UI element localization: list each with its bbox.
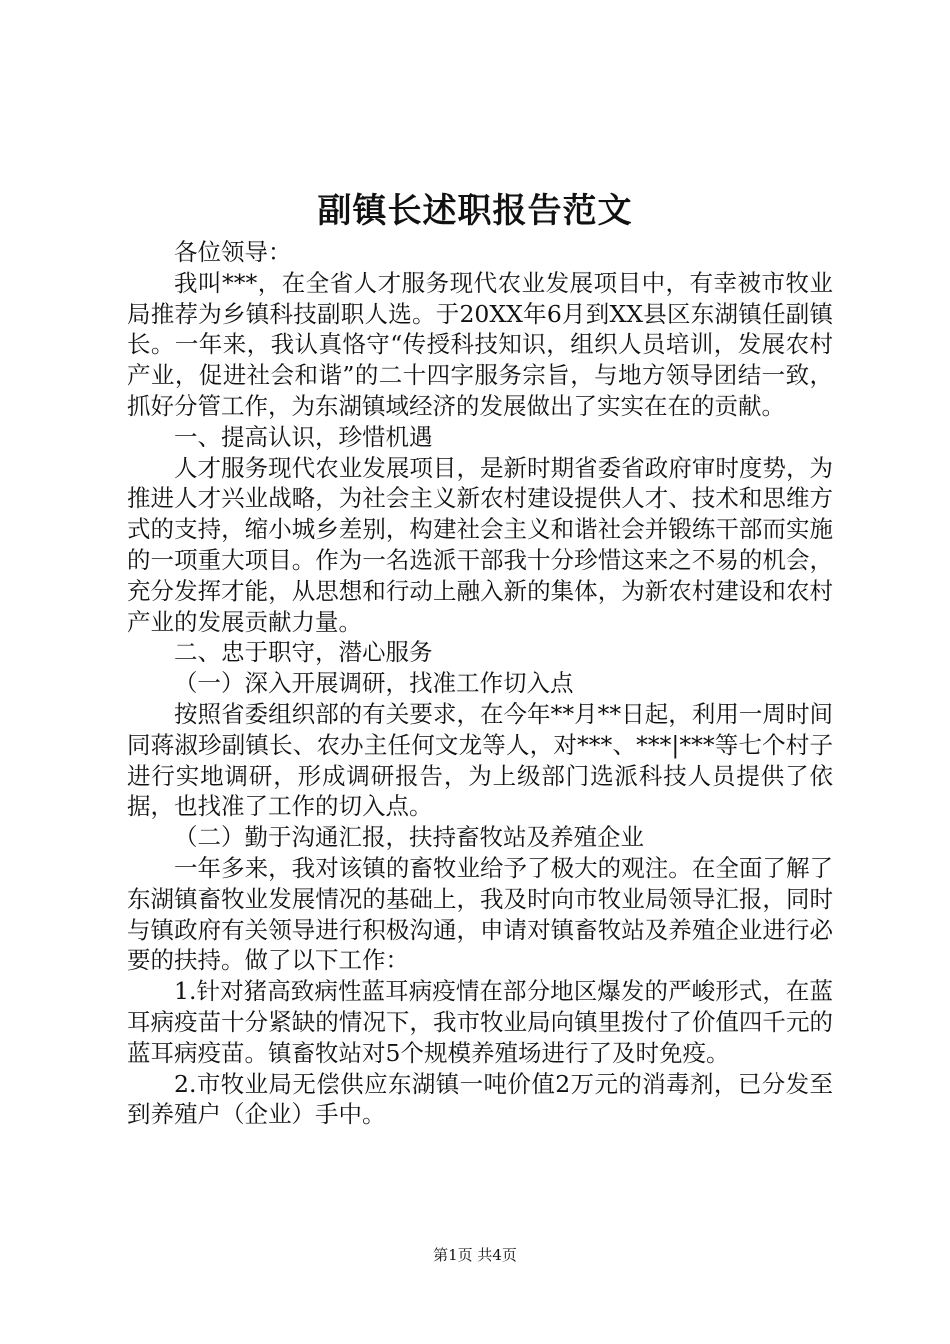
- subsection-heading-2: （二）勤于沟通汇报，扶持畜牧站及养殖企业: [174, 823, 644, 852]
- work-item-1: 1.针对猪高致病性蓝耳病疫情在部分地区爆发的严峻形式，在蓝耳病疫苗十分紧缺的情况下，我市牧业局向镇里拨付了价值四千元的蓝耳病疫苗。镇畜牧站对5个规模养殖场进行了及时免疫。: [127, 977, 833, 1067]
- subsection-1-paragraph: 按照省委组织部的有关要求，在今年**月**日起，利用一周时间同蒋淑珍副镇长、农办主任何文龙等人，对***、***|***等七个村子进行实地调研，形成调研报告，为上级部门选派科技人员提供了依据，也找准了工作的切入点。: [127, 699, 833, 821]
- section-heading-1: 一、提高认识，珍惜机遇: [174, 422, 433, 451]
- document-body: [127, 237, 833, 1130]
- document-title: 副镇长述职报告范文: [317, 191, 633, 231]
- subsection-heading-1: （一）深入开展调研，找准工作切入点: [174, 669, 574, 698]
- salutation: 各位领导：: [174, 238, 292, 266]
- subsection-2-paragraph: 一年多来，我对该镇的畜牧业给予了极大的观注。在全面了解了东湖镇畜牧业发展情况的基础上，我及时向市牧业局领导汇报，同时与镇政府有关领导进行积极沟通，申请对镇畜牧站及养殖企业进行必要的扶持。做了以下工作：: [127, 853, 833, 975]
- section-1-paragraph: 人才服务现代农业发展项目，是新时期省委省政府审时度势，为推进人才兴业战略，为社会主义新农村建设提供人才、技术和思维方式的支持，缩小城乡差别，构建社会主义和谐社会并锻练干部而实施的一项重大项目。作为一名选派干部我十分珍惜这来之不易的机会，充分发挥才能，从思想和行动上融入新的集体，为新农村建设和农村产业的发展贡献力量。: [127, 453, 833, 636]
- work-item-2: 2.市牧业局无偿供应东湖镇一吨价值2万元的消毒剂，已分发至到养殖户（企业）手中。: [127, 1069, 833, 1129]
- intro-paragraph: 我叫***，在全省人才服务现代农业发展项目中，有幸被市牧业局推荐为乡镇科技副职人选。于20XX年6月到XX县区东湖镇任副镇长。一年来，我认真恪守“传授科技知识，组织人员培训，发展农村产业，促进社会和谐”的二十四字服务宗旨，与地方领导团结一致，抓好分管工作，为东湖镇域经济的发展做出了实实在在的贡献。: [127, 268, 833, 420]
- section-heading-2: 二、忠于职守，潜心服务: [174, 638, 433, 667]
- page-footer: 第1页 共4页: [433, 1246, 517, 1264]
